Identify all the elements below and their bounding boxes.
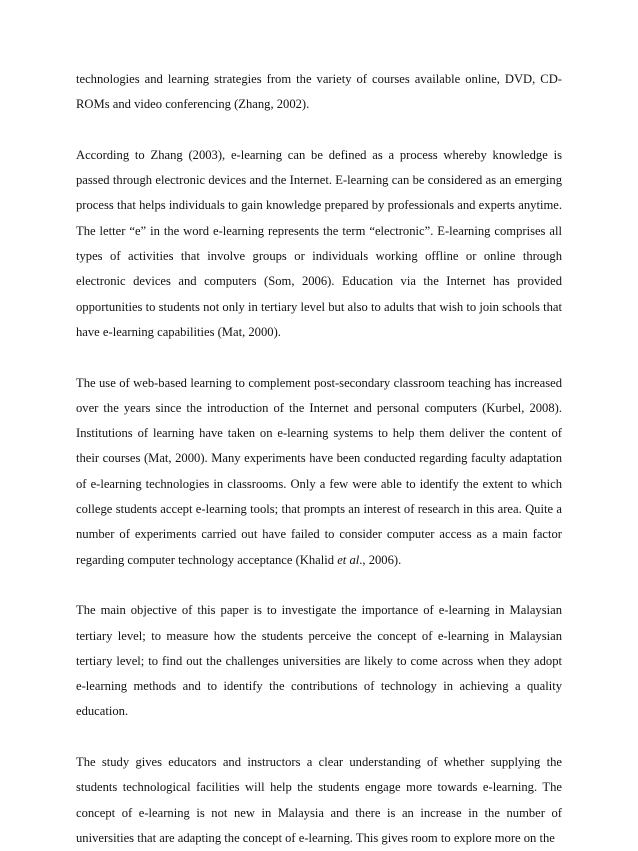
paragraph-1 [76,67,562,118]
paragraph-4 [76,598,562,724]
paragraph-3-italic-citation: et al [337,552,360,567]
paragraph-1-text: technologies and learning strategies from the variety of courses available online, DVD, CD-ROMs and video conferencing (Zhang, 2002). [76,72,562,112]
paragraph-4-text: The main objective of this paper is to investigate the importance of e-learning in Malaysian tertiary level; to measure how the students perceive the concept of e-learning in Malaysian tertiary level; to find out the challenges universities are likely to come across when they adopt e-learning methods and to identify the contributions of technology in achieving a quality education. [76,603,562,719]
paragraph-2-text: According to Zhang (2003), e-learning can be defined as a process whereby knowledge is passed through electronic devices and the Internet. E-learning can be considered as an emerging process that helps individuals to gain knowledge prepared by professionals and experts anytime. The letter “e” in the word e-learning represents the term “electronic”. E-learning comprises all types of activities that involve groups or individuals working offline or online through electronic devices and computers (Som, 2006). Education via the Internet has provided opportunities to students not only in tertiary level but also to adults that wish to join schools that have e-learning capabilities (Mat, 2000). [76,147,562,339]
paragraph-3-text-after: ., 2006). [359,552,402,567]
paragraph-5 [76,750,562,851]
paragraph-3-text-before: The use of web-based learning to complement post-secondary classroom teaching has increased over the years since the introduction of the Internet and personal computers (Kurbel, 2008). Institutions of learning have taken on e-learning systems to help them deliver the content of their courses (Mat, 2000). Many experiments have been conducted regarding faculty adaptation of e-learning technologies in classrooms. Only a few were able to identify the extent to which college students accept e-learning tools; that prompts an interest of research in this area. Quite a number of experiments carried out have failed to consider computer access as a main factor regarding computer technology acceptance (Khalid [76,375,562,567]
paragraph-3 [76,371,562,573]
body-text [76,67,562,851]
paragraph-2 [76,143,562,345]
paragraph-5-text: The study gives educators and instructors a clear understanding of whether supplying the students technological facilities will help the students engage more towards e-learning. The concept of e-learning is not new in Malaysia and there is an increase in the number of universities that are adapting the concept of e-learning. This gives room to explore more on the [76,755,562,845]
